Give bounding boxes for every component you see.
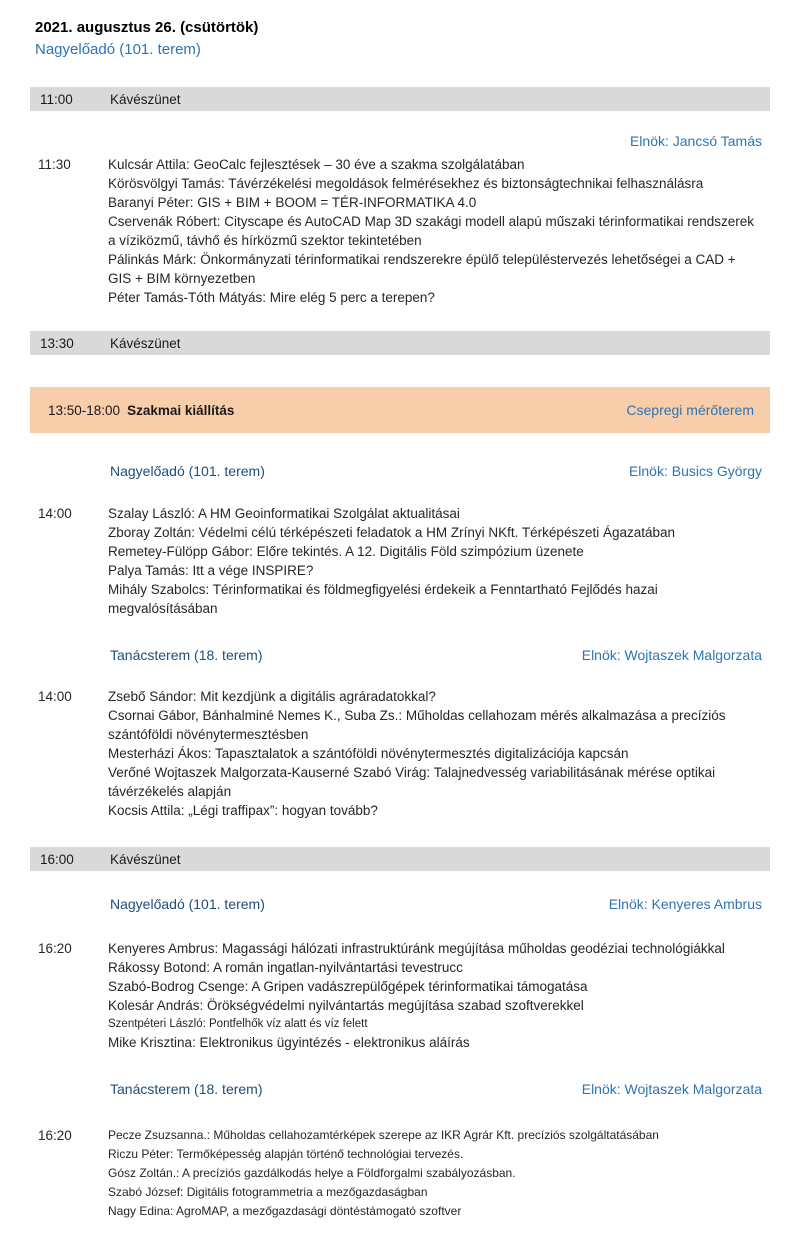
talk: Csornai Gábor, Bánhalminé Nemes K., Suba Zs.: Műholdas cellahozam mérés alkalmazása a precíziós szántóföldi növénytermesztésben [108, 708, 726, 742]
talk: Zboray Zoltán: Védelmi célú térképészeti feladatok a HM Zrínyi NKft. Térképészeti Ágazatában [108, 525, 676, 540]
break-time: 16:00 [40, 851, 74, 867]
talk-list [108, 939, 762, 1052]
session-block [35, 504, 762, 618]
talk: Remetey-Fülöpp Gábor: Előre tekintés. A 12. Digitális Föld szimpózium üzenete [108, 544, 584, 559]
chair-label: Elnök: Kenyeres Ambrus [608, 896, 762, 912]
talk: Mike Krisztina: Elektronikus ügyintézés - elektronikus aláírás [108, 1035, 470, 1050]
talk: Cservenák Róbert: Cityscape és AutoCAD Map 3D szakági modell alapú műszaki térinformatikai rendszerek a víziközmű, távhő és hírközmű szektor tekintetében [108, 214, 755, 248]
talk: Kolesár András: Örökségvédelmi nyilvántartás megújítása szabad szoftverekkel [108, 998, 584, 1013]
room-heading: Tanácsterem (18. terem) [110, 647, 263, 663]
room-heading: Nagyelőadó (101. terem) [110, 896, 265, 912]
talk: Palya Tamás: Itt a vége INSPIRE? [108, 563, 314, 578]
session-header [110, 647, 762, 664]
break-label: Kávészünet [110, 335, 181, 351]
talk: Szabó József: Digitális fotogrammetria a mezőgazdaságban [108, 1185, 428, 1199]
session-header [110, 896, 762, 913]
chair-label: Elnök: Wojtaszek Malgorzata [581, 1081, 762, 1097]
session-header [110, 463, 762, 480]
break-label: Kávészünet [110, 851, 181, 867]
page-title: 2021. augusztus 26. (csütörtök) [35, 19, 259, 36]
session-time: 16:20 [38, 1128, 72, 1143]
chair-label: Elnök: Wojtaszek Malgorzata [581, 647, 762, 663]
break-time: 13:30 [40, 335, 74, 351]
talk: Mesterházi Ákos: Tapasztalatok a szántóföldi növénytermesztés digitalizációja kapcsán [108, 746, 629, 761]
talk-list [108, 155, 762, 307]
talk: Mihály Szabolcs: Térinformatikai és földmegfigyelési érdekeik a Fenntartható Fejlődés hazai megvalósításában [108, 582, 658, 616]
session-time: 11:30 [38, 157, 71, 172]
room-heading: Nagyelőadó (101. terem) [110, 463, 265, 479]
talk: Szalay László: A HM Geoinformatikai Szolgálat aktualitásai [108, 506, 460, 521]
chair-label: Elnök: Busics György [628, 463, 762, 479]
chair-label: Elnök: Jancsó Tamás [629, 133, 762, 149]
coffee-break-row [30, 847, 770, 871]
session-block [35, 687, 762, 820]
exhibition-row [30, 387, 770, 433]
talk-list [108, 687, 762, 820]
talk: Gósz Zoltán.: A precíziós gazdálkodás helye a Földforgalmi szabályozásban. [108, 1166, 516, 1180]
talk-list [108, 1126, 762, 1221]
exhibition-time: 13:50-18:00 [48, 402, 121, 418]
room-heading: Tanácsterem (18. terem) [110, 1081, 263, 1097]
break-label: Kávészünet [110, 91, 181, 107]
break-time: 11:00 [40, 91, 73, 107]
talk: Kenyeres Ambrus: Magassági hálózati infrastruktúránk megújítása műholdas geodéziai technológiákkal [108, 941, 725, 956]
session-time: 16:20 [38, 941, 72, 956]
session-block [35, 939, 762, 1052]
session-header [110, 1081, 762, 1098]
room-heading-top: Nagyelőadó (101. terem) [35, 41, 201, 58]
exhibition-room: Csepregi mérőterem [626, 402, 754, 418]
session-time: 14:00 [38, 689, 72, 704]
talk: Verőné Wojtaszek Malgorzata-Kauserné Szabó Virág: Talajnedvesség variabilitásának mérése optikai távérzékelés alapján [108, 765, 716, 799]
coffee-break-row [30, 87, 770, 111]
talk: Szentpéteri László: Pontfelhők víz alatt és víz felett [108, 1018, 368, 1030]
talk: Baranyi Péter: GIS + BIM + BOOM = TÉR-INFORMATIKA 4.0 [108, 195, 477, 210]
talk: Kocsis Attila: „Légi traffipax”: hogyan tovább? [108, 803, 378, 818]
talk: Nagy Edina: AgroMAP, a mezőgazdasági döntéstámogató szoftver [108, 1204, 462, 1218]
talk: Kulcsár Attila: GeoCalc fejlesztések – 30 éve a szakma szolgálatában [108, 157, 525, 172]
talk: Körösvölgyi Tamás: Távérzékelési megoldások felmérésekhez és biztonságtechnikai felhasználásra [108, 176, 704, 191]
talk-list [108, 504, 762, 618]
session-block [35, 1126, 762, 1221]
session-block [35, 155, 762, 307]
talk: Zsebő Sándor: Mit kezdjünk a digitális agráradatokkal? [108, 689, 436, 704]
talk: Rákossy Botond: A román ingatlan-nyilvántartási tevestrucc [108, 960, 463, 975]
exhibition-title: Szakmai kiállítás [127, 402, 235, 418]
talk: Péter Tamás-Tóth Mátyás: Mire elég 5 perc a terepen? [108, 290, 435, 305]
talk: Pálinkás Márk: Önkormányzati térinformatikai rendszerekre épülő településtervezés lehetőségei a CAD + GIS + BIM környezetben [108, 252, 736, 286]
session-time: 14:00 [38, 506, 72, 521]
coffee-break-row [30, 331, 770, 355]
talk: Szabó-Bodrog Csenge: A Gripen vadászrepülőgépek térinformatikai támogatása [108, 979, 588, 994]
talk: Riczu Péter: Termőképesség alapján történő technológiai tervezés. [108, 1147, 464, 1161]
talk: Pecze Zsuzsanna.: Műholdas cellahozamtérképek szerepe az IKR Agrár Kft. precíziós szolgáltatásában [108, 1128, 659, 1142]
